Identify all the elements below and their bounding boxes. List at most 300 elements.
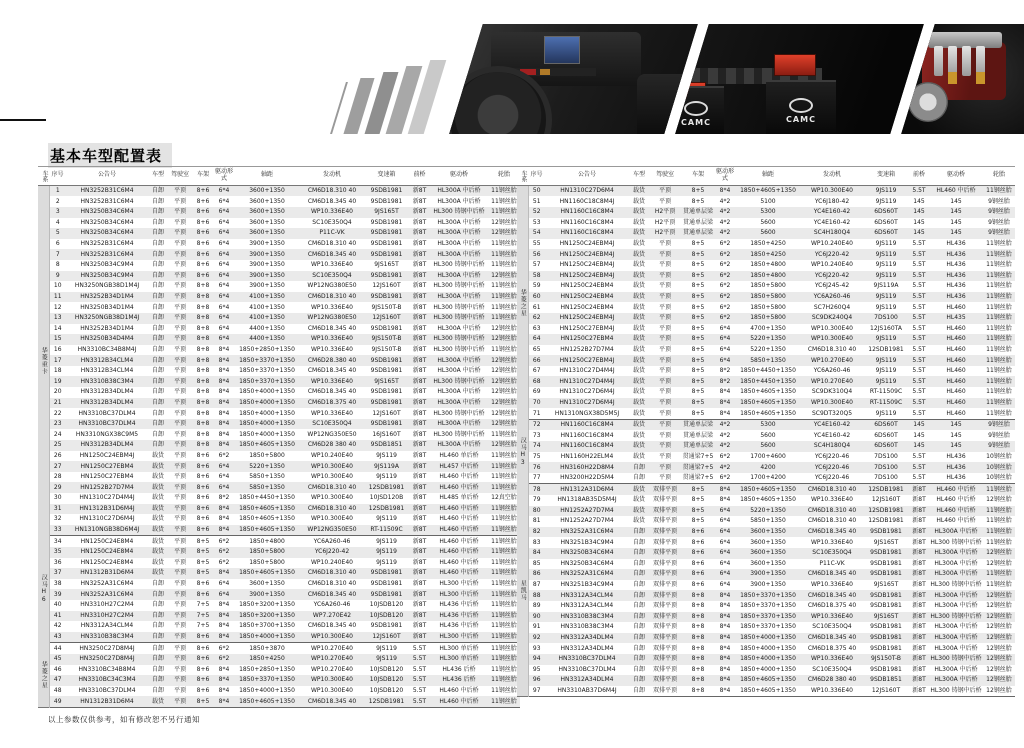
cell-tire: 11钢丝胎 <box>491 515 517 523</box>
cell-tire: 12钢丝胎 <box>488 271 520 282</box>
cell-no: 53 <box>532 218 541 226</box>
cell-front-axle: 5.5T <box>912 367 926 375</box>
cell-gearbox: 10JSDB120 <box>364 675 409 686</box>
cell-tire: 12钢丝胎 <box>488 440 520 451</box>
table-row <box>517 324 1015 335</box>
cell-tire: 11钢丝胎 <box>488 568 520 579</box>
cell-notice: HN3250B34C6M4 <box>545 548 629 559</box>
cell-drive: 6*4 <box>218 197 230 205</box>
cell-drive: 8*4 <box>214 611 234 622</box>
cell-front-axle: 5.5T <box>912 261 926 269</box>
cell-engine: WP10.300E40 <box>300 632 364 643</box>
cell-front-axle: 新8T <box>412 261 427 269</box>
cell-engine: YC6J245-42 <box>814 282 850 290</box>
cell-drive: 8*4 <box>218 388 230 396</box>
cell-frame: 8+5 <box>681 185 715 196</box>
cell-frame: 8+6 <box>192 632 214 643</box>
cell-no: 2 <box>55 197 60 205</box>
series-label: 华菱重卡 <box>38 185 49 536</box>
col-header-type: 车型 <box>148 167 168 186</box>
cell-drive-axle: HL300A 中后桥 <box>430 398 488 409</box>
table-row <box>38 239 520 250</box>
table-row <box>38 218 520 229</box>
cell-wheelbase: 1850+5800 <box>249 558 285 566</box>
cell-engine: WP10.270E40 <box>300 654 364 665</box>
table-row <box>517 398 1015 409</box>
cell-engine: YC6J220-42 <box>801 271 863 282</box>
cell-notice: HN3312B34CLM4 <box>80 367 134 375</box>
cell-tire: 11钢丝胎 <box>986 261 1012 269</box>
cell-drive-axle: 145 <box>929 419 983 430</box>
cell-tire: 11钢丝胎 <box>983 292 1015 303</box>
cell-drive-axle: HL300 铸钢中后桥 <box>430 334 488 345</box>
table-row <box>38 398 520 409</box>
cell-drive: 8*4 <box>218 622 230 630</box>
cell-notice: HN3312B34DLM4 <box>66 398 148 409</box>
cell-engine: YC6J180-42 <box>814 197 850 205</box>
cell-front-axle: 新8T <box>409 504 430 515</box>
cell-front-axle: 新8T <box>909 527 929 538</box>
cell-type: 自卸 <box>151 324 164 332</box>
cell-frame: 8+8 <box>691 602 705 610</box>
cell-engine: WP12NG350E50 <box>300 525 364 536</box>
cell-drive: 6*2 <box>218 537 230 545</box>
cell-wheelbase: 5300 <box>735 207 801 218</box>
cell-engine: WP10.336E40 <box>311 261 353 269</box>
cell-wheelbase: 5300 <box>735 419 801 430</box>
cell-gearbox: 10JSDB120 <box>369 601 404 609</box>
cell-type: 自卸 <box>629 527 649 538</box>
cell-wheelbase: 1850+3370+1350 <box>740 623 796 631</box>
cell-engine: SC10E350Q4 <box>312 218 352 226</box>
cell-notice: HN1250C24EBM4J <box>559 261 615 269</box>
cell-no: 57 <box>532 261 541 269</box>
cell-cab: 平顶 <box>649 313 681 324</box>
cell-drive: 6*4 <box>715 527 735 538</box>
cell-type: 载货 <box>632 388 645 396</box>
cell-wheelbase: 3600+1350 <box>249 197 285 205</box>
cell-cab: 平顶 <box>173 515 186 523</box>
cell-cab: 双排平顶 <box>652 496 677 504</box>
cell-drive-axle: HL300 铸钢中后桥 <box>929 654 983 665</box>
table-row <box>517 527 1015 538</box>
cell-front-axle: 新8T <box>912 496 926 504</box>
cell-frame: 贯通单层梁 <box>681 419 715 430</box>
cell-drive-axle: HL300A 中后桥 <box>437 240 481 248</box>
cell-cab: 平顶 <box>168 419 192 430</box>
cell-cab: 平顶 <box>168 207 192 218</box>
cell-engine: CM6D18.310 40 <box>300 482 364 493</box>
cell-drive: 6*2 <box>715 249 735 260</box>
cell-front-axle: 新8T <box>409 611 430 622</box>
cell-drive-axle: HL436 中后桥 <box>439 622 479 630</box>
cell-type: 自卸 <box>629 590 649 601</box>
cell-wheelbase: 3900+1350 <box>735 569 801 580</box>
cell-notice: HN3312A34DLM4 <box>545 633 629 644</box>
cell-type: 自卸 <box>148 292 168 303</box>
cell-drive: 4*2 <box>719 431 731 439</box>
cell-engine: CM6D18.345 40 <box>801 633 863 644</box>
cell-no: 56 <box>528 249 545 260</box>
cell-drive: 6*4 <box>715 569 735 580</box>
cell-notice: HN3251B34C9M4 <box>560 538 614 546</box>
cell-wheelbase: 5100 <box>760 197 776 205</box>
cell-frame: 8+8 <box>681 686 715 697</box>
cell-wheelbase: 1850+5800 <box>735 313 801 324</box>
cell-gearbox: 9SDB1981 <box>863 633 909 644</box>
cell-front-axle: 新8T <box>409 482 430 493</box>
cell-cab: 平顶 <box>649 473 681 484</box>
cell-wheelbase: 4400+1350 <box>234 334 300 345</box>
cell-drive-axle: HL300A 中后桥 <box>430 355 488 366</box>
table-row <box>517 665 1015 676</box>
cell-wheelbase: 1850+4000+1350 <box>239 430 295 438</box>
cell-type: 自卸 <box>151 409 164 417</box>
cell-frame: 8+6 <box>192 461 214 472</box>
cell-front-axle: 新8T <box>409 440 430 451</box>
cell-notice: HN1310C27D4M4J <box>559 367 615 375</box>
cell-wheelbase: 1850+4605+1350 <box>740 388 796 396</box>
cell-notice: HN1310C27D6M4J <box>559 388 615 396</box>
cell-cab: 平顶 <box>658 261 671 269</box>
cell-frame: 贯通梁7+5 <box>681 473 715 484</box>
cell-frame: 8+8 <box>192 313 214 324</box>
cell-type: 载货 <box>629 313 649 324</box>
cell-type: 载货 <box>632 367 645 375</box>
cell-notice: HN3160H22D8M4 <box>545 462 629 473</box>
cell-front-axle: 新8T <box>909 654 929 665</box>
cell-type: 自卸 <box>151 345 164 353</box>
cell-drive-axle: HL460 <box>929 355 983 366</box>
table-row <box>517 419 1015 430</box>
cell-wheelbase: 1850+3370+1350 <box>234 355 300 366</box>
cell-drive: 6*2 <box>218 451 230 459</box>
cell-no: 39 <box>49 589 66 600</box>
cab-interior-photo <box>449 24 698 134</box>
cell-engine: WP10.336E40 <box>811 538 853 546</box>
cell-tire: 11钢丝胎 <box>488 611 520 622</box>
cell-type: 自卸 <box>632 538 645 546</box>
cell-no: 38 <box>53 580 62 588</box>
cell-type: 载货 <box>632 240 645 248</box>
cell-gearbox: 9SDB1981 <box>863 548 909 559</box>
cell-frame: 8+5 <box>691 240 705 248</box>
cell-type: 载货 <box>632 282 645 290</box>
cell-wheelbase: 1700+4600 <box>750 452 786 460</box>
cell-wheelbase: 1850+3370+1350 <box>234 675 300 686</box>
cell-type: 载货 <box>632 324 645 332</box>
cell-engine: SC4H180Q4 <box>801 441 863 452</box>
cell-cab: 平顶 <box>173 240 186 248</box>
table-body <box>38 185 520 707</box>
cell-front-axle: 5.5T <box>912 282 926 290</box>
cell-engine: WP7.270E42 <box>300 611 364 622</box>
cell-no: 33 <box>49 525 66 536</box>
table-row <box>38 387 520 398</box>
cell-wheelbase: 4100+1350 <box>234 313 300 324</box>
cell-drive-axle: HL300A 中后桥 <box>934 623 978 631</box>
cell-engine: CM6D18.345 40 <box>307 324 357 332</box>
cell-tire: 11钢丝胎 <box>983 334 1015 345</box>
cell-wheelbase: 1850+4605+1350 <box>735 675 801 686</box>
cell-notice: HN1250C27EBM4J <box>545 355 629 366</box>
cell-gearbox: 9JS119 <box>376 558 397 566</box>
cell-tire: 9钢丝胎 <box>983 419 1015 430</box>
cell-no: 80 <box>528 506 545 517</box>
cell-drive: 8*4 <box>715 633 735 644</box>
table-row <box>38 621 520 632</box>
cell-type: 自卸 <box>148 440 168 451</box>
cell-front-axle: 145 <box>909 207 929 218</box>
cell-cab: 双排平顶 <box>652 517 677 525</box>
cell-cab: 平顶 <box>658 324 671 332</box>
cell-drive-axle: HL436 <box>929 473 983 484</box>
cell-frame: 8+6 <box>196 494 210 502</box>
cell-engine: SC9DK310Q4 <box>811 388 853 396</box>
cell-tire: 11钢丝胎 <box>491 303 517 311</box>
cell-drive: 4*2 <box>715 419 735 430</box>
cell-wheelbase: 1850+5800 <box>750 282 786 290</box>
cell-gearbox: 12JS160T <box>871 496 901 504</box>
cell-drive-axle: HL460 中后桥 <box>430 504 488 515</box>
cell-notice: HN3310B38C3M4 <box>66 376 148 387</box>
cell-no: 12 <box>53 303 62 311</box>
cell-cab: 平顶 <box>168 675 192 686</box>
table-row <box>38 260 520 271</box>
cell-drive: 8*4 <box>214 398 234 409</box>
cell-drive-axle: HL436 <box>946 282 966 290</box>
cell-notice: HN1310NGX38D5M5J <box>545 408 629 419</box>
col-header-series: 车系 <box>517 167 528 186</box>
cell-drive: 8*4 <box>214 504 234 515</box>
cell-drive-axle: HL300 铸钢中后桥 <box>430 313 488 324</box>
cell-frame: 7+5 <box>196 601 210 609</box>
cell-front-axle: 5.5T <box>909 398 929 409</box>
cell-gearbox: 9JS119 <box>376 473 397 481</box>
cell-frame: 8+6 <box>196 240 210 248</box>
cell-no: 66 <box>528 355 545 366</box>
cell-drive: 6*4 <box>218 218 230 226</box>
cell-drive: 8*4 <box>214 632 234 643</box>
cell-type: 自卸 <box>629 462 649 473</box>
cell-front-axle: 5.5T <box>912 240 926 248</box>
cell-front-axle: 5.5T <box>409 654 430 665</box>
cell-gearbox: 9SDB1981 <box>364 292 409 303</box>
cell-notice: HN3310BC37DLM4 <box>66 419 148 430</box>
cell-type: 载货 <box>629 228 649 239</box>
cell-cab: 平顶 <box>658 452 671 460</box>
cell-type: 自卸 <box>151 430 164 438</box>
col-header-front-axle: 前桥 <box>409 167 430 186</box>
cell-type: 载货 <box>629 408 649 419</box>
cell-no: 43 <box>49 632 66 643</box>
cell-frame: 8+5 <box>196 537 210 545</box>
cell-notice: HN1160C18C8M4J <box>559 197 615 205</box>
cell-notice: HN1310C27D6M4 <box>545 185 629 196</box>
series-label: 星凯马 <box>517 484 528 697</box>
cell-gearbox: 9SDB1981 <box>870 644 902 652</box>
cell-cab: 平顶 <box>649 462 681 473</box>
cell-engine: CM6D28 380 40 <box>801 675 863 686</box>
cell-engine: WP10.300E40 <box>300 675 364 686</box>
table-row <box>517 249 1015 260</box>
cell-cab: 平顶 <box>649 398 681 409</box>
cell-no: 34 <box>53 537 62 545</box>
cell-notice: HN3250B34C6M4 <box>560 559 614 567</box>
cell-gearbox: 9SDB1981 <box>863 569 909 580</box>
cell-tire: 12钢丝胎 <box>986 623 1012 631</box>
cell-tire: 11钢丝胎 <box>488 313 520 324</box>
cell-tire: 11钢丝胎 <box>986 581 1012 589</box>
cell-frame: 8+6 <box>192 207 214 218</box>
cell-gearbox: 9JS119 <box>863 334 909 345</box>
col-header-series: 车系 <box>38 167 49 186</box>
cell-gearbox: 10JSDB120 <box>369 665 404 673</box>
cell-frame: 8+6 <box>192 249 214 260</box>
cell-wheelbase: 1850+5800 <box>750 303 786 311</box>
cell-drive: 6*4 <box>715 548 735 559</box>
table-row <box>38 461 520 472</box>
cell-no: 71 <box>528 408 545 419</box>
cell-no: 88 <box>528 590 545 601</box>
cell-engine: CM6D18.375 40 <box>807 644 857 652</box>
cell-gearbox: 10JSDB120 <box>364 611 409 622</box>
cell-gearbox: 9JS165T <box>364 376 409 387</box>
cell-tire: 9钢丝胎 <box>988 431 1010 439</box>
cell-engine: CM6D18.345 40 <box>801 569 863 580</box>
cab-interior-graphic <box>449 24 698 134</box>
cell-engine: WP10.240E40 <box>811 261 853 269</box>
cell-drive: 8*4 <box>715 590 735 601</box>
table-row <box>517 196 1015 207</box>
cell-no: 18 <box>53 367 62 375</box>
table-row <box>38 440 520 451</box>
table-header <box>517 167 1015 186</box>
cell-drive-axle: HL485 单后桥 <box>439 494 479 502</box>
cell-gearbox: 7DS100 <box>863 473 909 484</box>
cell-tire: 11钢丝胎 <box>491 665 517 673</box>
cell-no: 73 <box>532 431 541 439</box>
cell-notice: HN3310BC37DLM4 <box>545 654 629 665</box>
cell-notice: HN1252A27D7M4 <box>545 506 629 517</box>
cell-front-axle: 新8T <box>409 249 430 260</box>
cell-drive: 8*4 <box>715 612 735 623</box>
cell-wheelbase: 1850+4605+1350 <box>234 696 300 707</box>
cell-frame: 8+8 <box>196 303 210 311</box>
cell-notice: HN3252B31C6M4 <box>80 197 134 205</box>
cell-frame: 8+5 <box>681 376 715 387</box>
cell-type: 载货 <box>632 345 645 353</box>
cell-wheelbase: 5220+1350 <box>735 334 801 345</box>
cell-tire: 9钢丝胎 <box>988 218 1010 226</box>
cell-tire: 11钢丝胎 <box>488 632 520 643</box>
cell-frame: 8+5 <box>681 313 715 324</box>
cell-notice: HN3252A31C6M4 <box>545 569 629 580</box>
table-row <box>38 302 520 313</box>
table-row <box>38 324 520 335</box>
cell-drive-axle: HL300A 中后桥 <box>934 559 978 567</box>
cell-wheelbase: 1700+4200 <box>735 473 801 484</box>
table-row <box>517 408 1015 419</box>
cell-no: 3 <box>49 207 66 218</box>
cell-gearbox: 9JS119A <box>873 282 899 290</box>
cell-tire: 9钢丝胎 <box>983 441 1015 452</box>
cell-engine: WP10.336E40 <box>300 376 364 387</box>
cell-cab: 平顶 <box>168 355 192 366</box>
cell-no: 22 <box>53 409 62 417</box>
cell-front-axle: 5.5T <box>909 408 929 419</box>
cell-wheelbase: 1850+4000+1350 <box>740 665 796 673</box>
cell-cab: 平顶 <box>168 249 192 260</box>
cell-type: 自卸 <box>632 623 645 631</box>
cell-engine: WP10.300E40 <box>801 185 863 196</box>
cell-gearbox: 9SDB1851 <box>863 675 909 686</box>
cell-engine: CM6D18.345 40 <box>307 367 357 375</box>
cell-type: 自卸 <box>151 622 164 630</box>
cell-no: 92 <box>528 633 545 644</box>
cell-tire: 12钢丝胎 <box>491 324 517 332</box>
cell-notice: HN3250B34C9M4 <box>66 271 148 282</box>
cell-no: 35 <box>49 547 66 558</box>
cell-no: 21 <box>49 398 66 409</box>
cell-frame: 贯通单层梁 <box>681 228 715 239</box>
cell-no: 59 <box>532 282 541 290</box>
cell-notice: HN3310B38C3M4 <box>66 632 148 643</box>
cell-engine: SC10E350Q4 <box>801 548 863 559</box>
cell-frame: 8+8 <box>196 430 210 438</box>
cell-gearbox: 9JS119 <box>875 240 897 248</box>
cell-drive-axle: HL300A 中后桥 <box>430 228 488 239</box>
cell-notice: HN1250C24E8M4 <box>80 537 134 545</box>
cell-engine: WP10.300E40 <box>311 515 353 523</box>
cell-cab: 平顶 <box>168 568 192 579</box>
cell-drive: 6*2 <box>715 313 735 324</box>
cell-cab: 双排平顶 <box>649 569 681 580</box>
cell-frame: 贯通单层梁 <box>682 218 713 226</box>
cell-type: 自卸 <box>148 589 168 600</box>
cell-drive: 6*2 <box>719 282 731 290</box>
cell-gearbox: 12JS160T <box>372 409 401 417</box>
cell-wheelbase: 1850+4000+1350 <box>239 388 295 396</box>
cell-no: 15 <box>49 334 66 345</box>
cell-notice: HN1250C24EBM4J <box>559 240 615 248</box>
cell-type: 自卸 <box>148 355 168 366</box>
cell-cab: 平顶 <box>173 473 186 481</box>
cell-engine: WP10.240E40 <box>811 240 853 248</box>
cell-drive-axle: HL460 <box>946 324 966 332</box>
cell-type: 载货 <box>629 292 649 303</box>
cell-engine: YC6J220-42 <box>300 547 364 558</box>
series-label: 华菱之星 <box>517 185 528 419</box>
cell-cab: 平顶 <box>649 271 681 282</box>
cell-notice: HN1250C27EBM4 <box>545 334 629 345</box>
cell-cab: 平顶 <box>649 408 681 419</box>
cell-gearbox: 9JS119 <box>875 261 897 269</box>
cell-drive-axle: HL300A 中后桥 <box>929 675 983 686</box>
cell-tire: 9钢丝胎 <box>983 228 1015 239</box>
injector <box>976 72 985 84</box>
cell-tire: 11钢丝胎 <box>491 451 517 459</box>
cell-notice: HN1310C27D6M4J <box>545 398 629 409</box>
table-row <box>38 504 520 515</box>
cell-cab: 双排平顶 <box>652 581 677 589</box>
cell-wheelbase: 1850+3200+1350 <box>239 601 295 609</box>
table-row <box>38 493 520 504</box>
table-row <box>517 376 1015 387</box>
cell-type: 自卸 <box>151 197 164 205</box>
cell-drive: 6*4 <box>719 538 731 546</box>
cell-drive-axle: HL460 <box>946 345 966 353</box>
